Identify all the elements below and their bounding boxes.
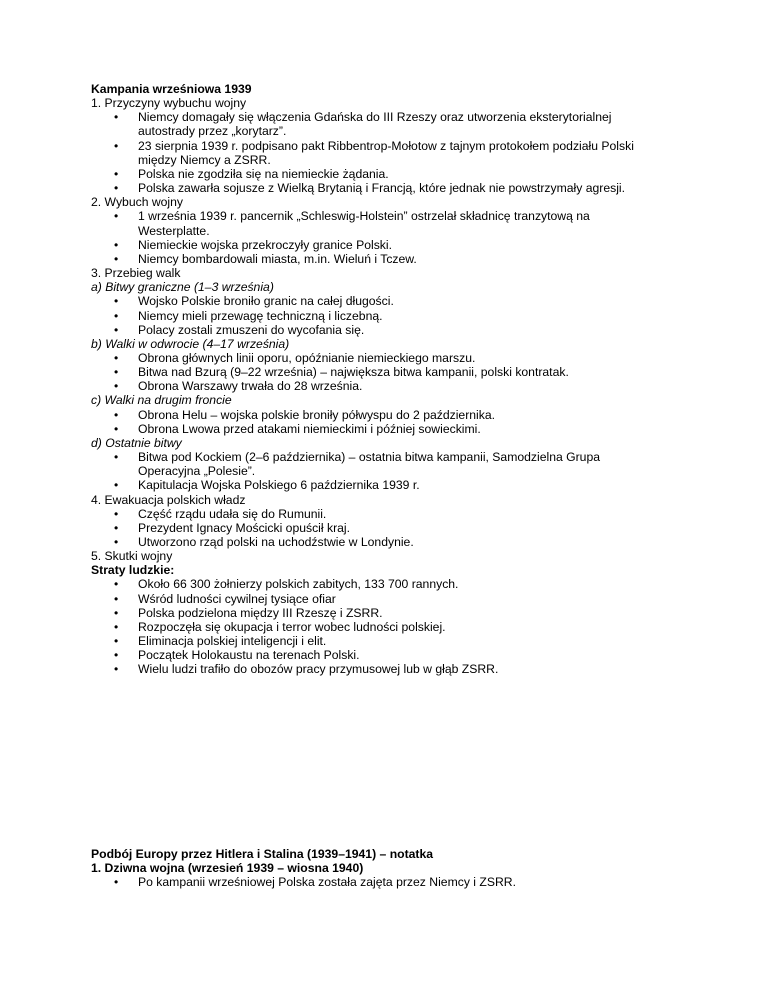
subheading-second-front: c) Walki na drugim froncie <box>91 393 232 408</box>
list-item: • Niemieckie wojska przekroczyły granice Polski. <box>91 238 691 252</box>
subheading-last-battles: d) Ostatnie bitwy <box>91 435 182 450</box>
effects-list <box>91 577 691 676</box>
list-item: • Wśród ludności cywilnej tysiące ofiar <box>91 592 691 606</box>
list-item: • Obrona Lwowa przed atakami niemieckimi i później sowieckimi. <box>91 422 691 436</box>
list-item: • Wielu ludzi trafiło do obozów pracy przymusowej lub w głąb ZSRR. <box>91 662 691 676</box>
list-item: • Obrona głównych linii oporu, opóźnianie niemieckiego marszu. <box>91 351 691 365</box>
list-item: • Część rządu udała się do Rumunii. <box>91 507 691 521</box>
document-page <box>91 82 691 889</box>
heading-effects: 5. Skutki wojny <box>91 549 173 564</box>
list-item: • Polska nie zgodziła się na niemieckie żądania. <box>91 167 691 181</box>
border-battles-list <box>91 294 691 336</box>
list-item: • Obrona Warszawy trwała do 28 września. <box>91 379 691 393</box>
list-item: • Rozpoczęła się okupacja i terror wobec ludności polskiej. <box>91 620 691 634</box>
list-item: • Niemcy bombardowali miasta, m.in. Wieluń i Tczew. <box>91 252 691 266</box>
heading-course: 3. Przebieg walk <box>91 266 181 281</box>
list-item: • Kapitulacja Wojska Polskiego 6 października 1939 r. <box>91 478 691 492</box>
heading-phoney-war: 1. Dziwna wojna (wrzesień 1939 – wiosna 1940) <box>91 860 364 875</box>
list-item: • 23 sierpnia 1939 r. podpisano pakt Ribbentrop-Mołotow z tajnym protokołem podziału Polski między Niemcy a ZSRR. <box>91 139 691 167</box>
last-battles-list <box>91 450 691 492</box>
list-item: • Niemcy mieli przewagę techniczną i liczebną. <box>91 309 691 323</box>
evacuation-list <box>91 507 691 549</box>
subheading-losses: Straty ludzkie: <box>91 563 175 578</box>
list-item: • Eliminacja polskiej inteligencji i elit. <box>91 634 691 648</box>
list-item: • Po kampanii wrześniowej Polska została zajęta przez Niemcy i ZSRR. <box>91 875 691 889</box>
list-item: • Wojsko Polskie broniło granic na całej długości. <box>91 294 691 308</box>
list-item: • Początek Holokaustu na terenach Polski. <box>91 648 691 662</box>
heading-outbreak: 2. Wybuch wojny <box>91 195 184 210</box>
heading-evacuation: 4. Ewakuacja polskich władz <box>91 492 246 507</box>
list-item: • Około 66 300 żołnierzy polskich zabitych, 133 700 rannych. <box>91 577 691 591</box>
outbreak-list <box>91 209 691 266</box>
list-item: • Obrona Helu – wojska polskie broniły półwyspu do 2 października. <box>91 408 691 422</box>
section-title: Podbój Europy przez Hitlera i Stalina (1939–1941) – notatka <box>91 846 434 861</box>
list-item: • Polska podzielona między III Rzeszę i ZSRR. <box>91 606 691 620</box>
retreat-list <box>91 351 691 393</box>
heading-causes: 1. Przyczyny wybuchu wojny <box>91 96 247 111</box>
subheading-border-battles: a) Bitwy graniczne (1–3 września) <box>91 280 274 295</box>
phoney-war-list <box>91 875 691 889</box>
list-item: • Niemcy domagały się włączenia Gdańska do III Rzeszy oraz utworzenia eksterytorialnej autostrady przez „korytarz”. <box>91 110 691 138</box>
list-item: • Polska zawarła sojusze z Wielką Brytanią i Francją, które jednak nie powstrzymały agresji. <box>91 181 691 195</box>
page-gap <box>91 677 691 847</box>
list-item: • Utworzono rząd polski na uchodźstwie w Londynie. <box>91 535 691 549</box>
section-title: Kampania wrześniowa 1939 <box>91 82 252 96</box>
list-item: • Prezydent Ignacy Mościcki opuścił kraj. <box>91 521 691 535</box>
second-front-list <box>91 408 691 436</box>
list-item: • Polacy zostali zmuszeni do wycofania się. <box>91 323 691 337</box>
list-item: • Bitwa nad Bzurą (9–22 września) – największa bitwa kampanii, polski kontratak. <box>91 365 691 379</box>
causes-list <box>91 110 691 195</box>
list-item: • Bitwa pod Kockiem (2–6 października) – ostatnia bitwa kampanii, Samodzielna Grupa Operacyjna „Polesie”. <box>91 450 691 478</box>
list-item: • 1 września 1939 r. pancernik „Schleswig-Holstein” ostrzelał składnicę tranzytową na Westerplatte. <box>91 209 691 237</box>
subheading-retreat: b) Walki w odwrocie (4–17 września) <box>91 336 290 351</box>
